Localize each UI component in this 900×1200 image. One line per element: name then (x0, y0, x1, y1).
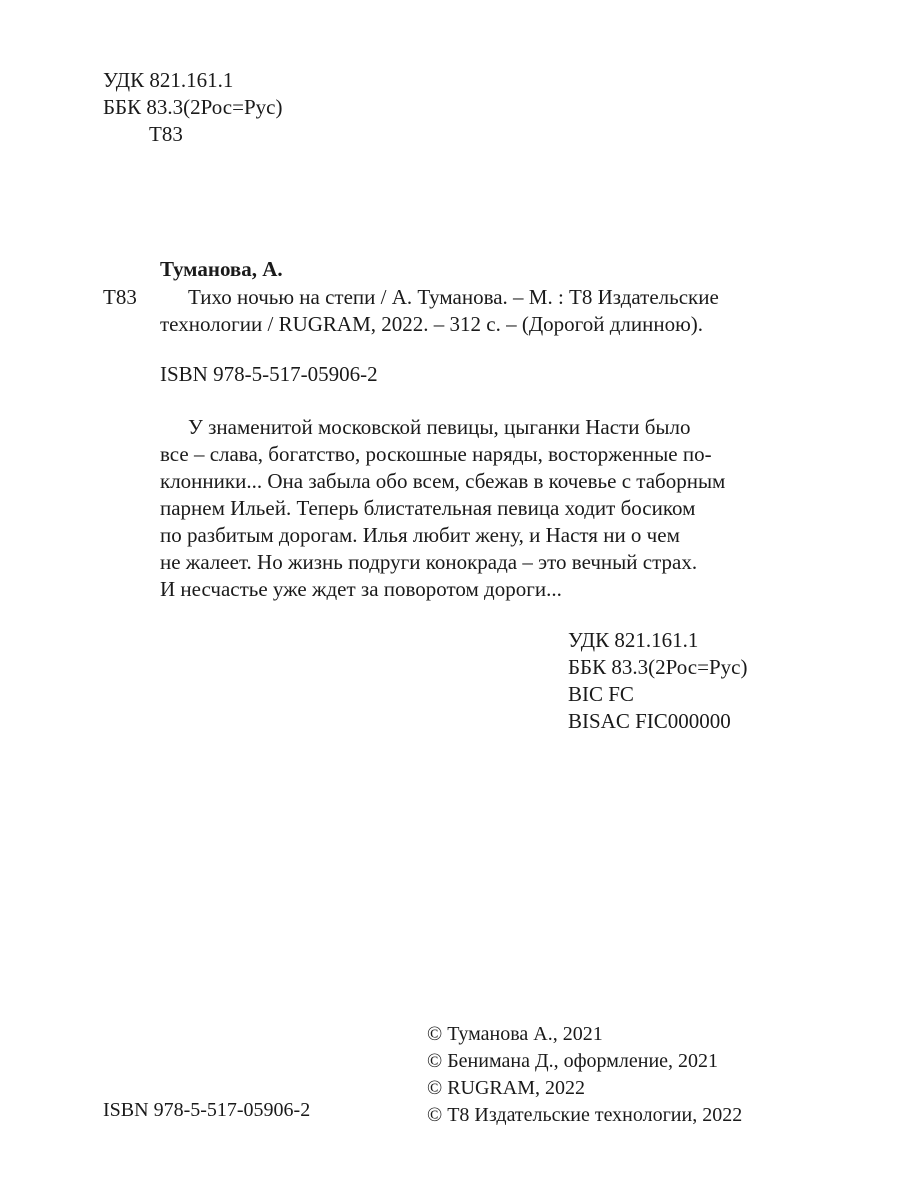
biblio-line-1: Тихо ночью на степи / А. Туманова. – М. : Т8 Издательские (188, 285, 719, 309)
udk-code: УДК 821.161.1 (103, 68, 234, 92)
author-heading: Туманова, А. (160, 257, 283, 281)
bottom-classification-block (568, 627, 747, 735)
copyright-t8: © Т8 Издательские технологии, 2022 (427, 1104, 743, 1126)
annotation-line: клонники... Она забыла обо всем, сбежав в кочевье с таборным (160, 469, 726, 493)
annotation-line: по разбитым дорогам. Илья любит жену, и Настя ни о чем (160, 523, 680, 547)
copyright-rugram: © RUGRAM, 2022 (427, 1077, 585, 1099)
bibliographic-description (160, 284, 760, 338)
biblio-line-2: технологии / RUGRAM, 2022. – 312 с. – (Дорогой длинною). (160, 312, 704, 336)
annotation-line: У знаменитой московской певицы, цыганки Насти было (188, 415, 691, 439)
author-mark-code: Т83 (103, 285, 137, 309)
isbn-main: ISBN 978-5-517-05906-2 (160, 362, 378, 386)
copyright-design: © Бенимана Д., оформление, 2021 (427, 1050, 719, 1072)
copyright-author: © Туманова А., 2021 (427, 1023, 603, 1045)
bic-code: BIC FC (568, 682, 634, 706)
annotation-line: все – слава, богатство, роскошные наряды, восторженные по- (160, 442, 712, 466)
bbk-code-bottom: ББК 83.3(2Рос=Рус) (568, 655, 748, 679)
isbn-bottom: ISBN 978-5-517-05906-2 (103, 1099, 311, 1121)
annotation-line: парнем Ильей. Теперь блистательная певица ходит босиком (160, 496, 696, 520)
annotation-line: И несчастье уже ждет за поворотом дороги... (160, 577, 562, 601)
author-mark: Т83 (149, 122, 183, 146)
top-classification-block (103, 67, 282, 148)
copyright-block (427, 1021, 742, 1129)
bbk-code: ББК 83.3(2Рос=Рус) (103, 95, 283, 119)
udk-code-bottom: УДК 821.161.1 (568, 628, 699, 652)
annotation (160, 414, 760, 603)
bisac-code: BISAC FIC000000 (568, 709, 731, 733)
annotation-line: не жалеет. Но жизнь подруги конокрада – это вечный страх. (160, 550, 698, 574)
